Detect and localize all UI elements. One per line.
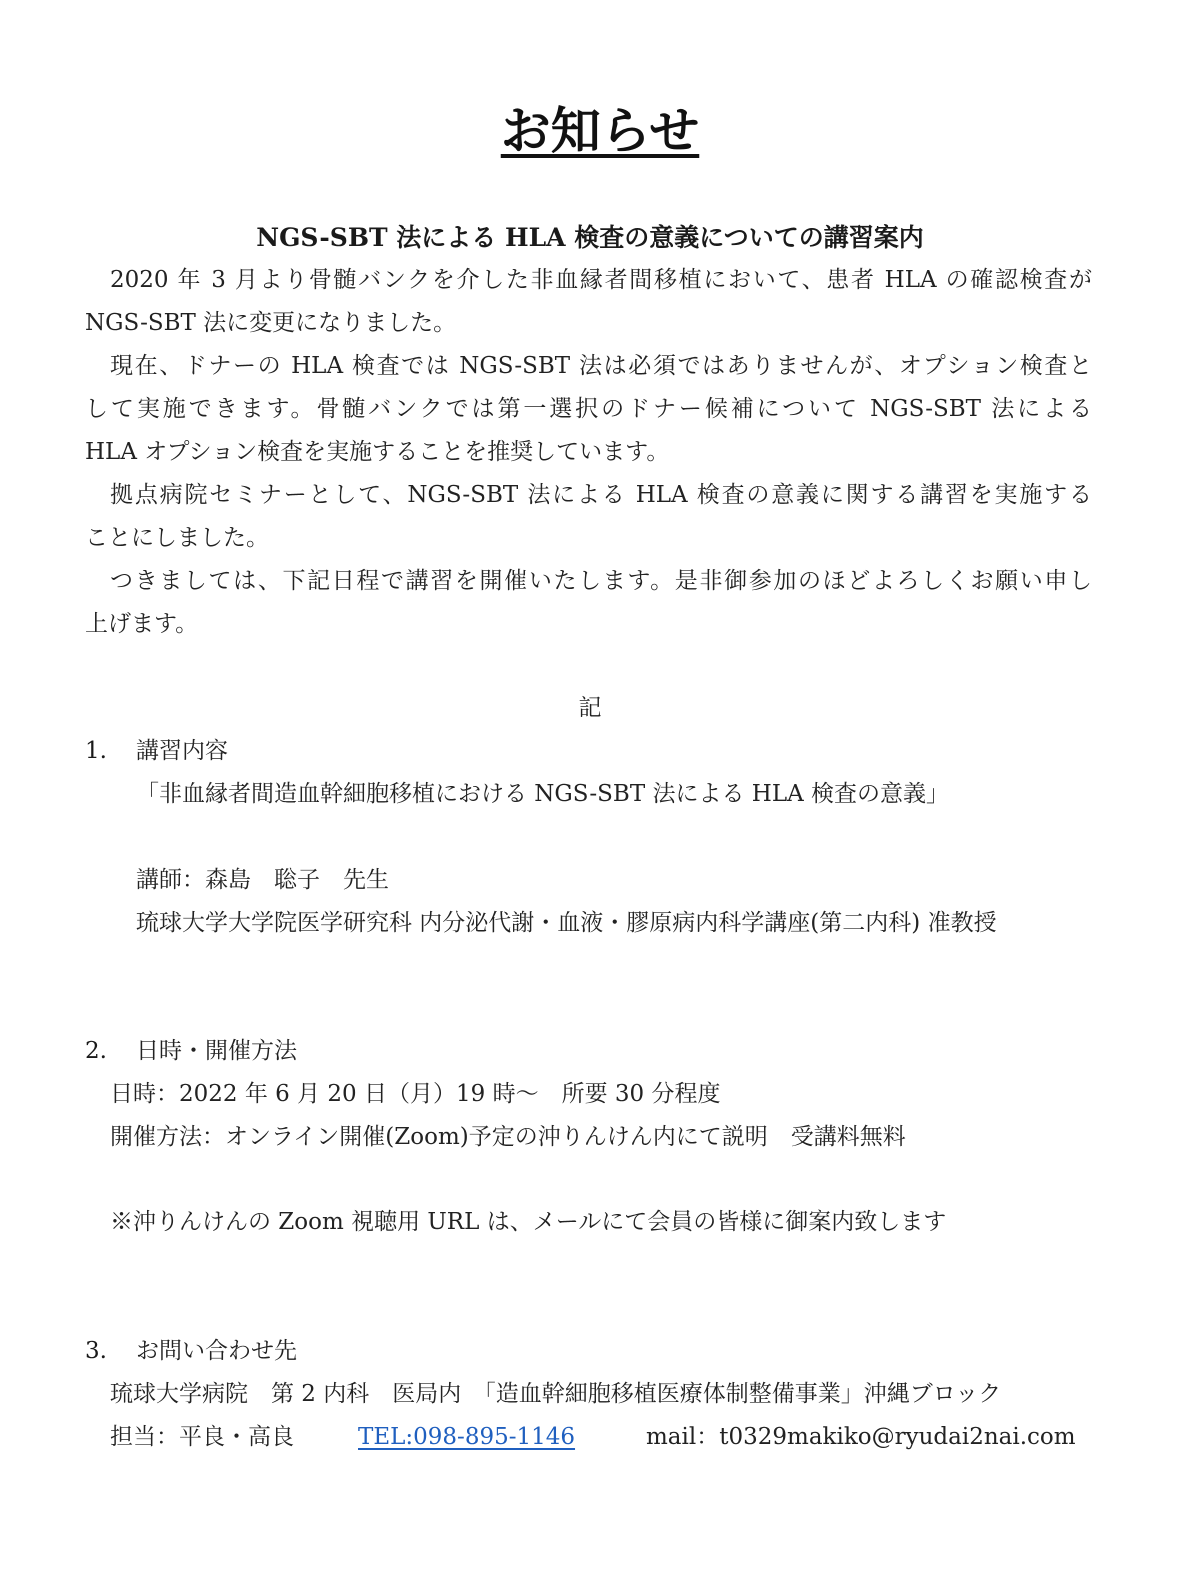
lecturer-name: 講師：森島 聡子 先生 xyxy=(136,867,389,893)
lecture-topic: 「非血縁者間造血幹細胞移植における NGS-SBT 法による HLA 検査の意義」 xyxy=(136,781,950,807)
paragraph-4-line-1: つきましては、下記日程で講習を開催いたします。是非御参加のほどよろしくお願い申し xyxy=(110,568,1092,594)
section-3-title: お問い合わせ先 xyxy=(136,1338,297,1364)
contact-email: mail：t0329makiko@ryudai2nai.com xyxy=(646,1424,1076,1450)
section-1-title: 講習内容 xyxy=(136,738,228,764)
paragraph-1-line-1: 2020 年 3 月より骨髄バンクを介した非血縁者間移植において、患者 HLA の確認検査が xyxy=(110,267,1092,293)
section-2-number: 2. xyxy=(85,1038,107,1064)
paragraph-2-line-1: 現在、ドナーの HLA 検査では NGS-SBT 法は必須ではありませんが、オプション検査と xyxy=(110,353,1092,379)
contact-organization: 琉球大学病院 第 2 内科 医局内 「造血幹細胞移植医療体制整備事業」沖縄ブロック xyxy=(110,1381,1002,1407)
paragraph-2-line-3: HLA オプション検査を実施することを推奨しています。 xyxy=(85,439,670,465)
page-title xyxy=(0,96,1200,166)
paragraph-3-line-2: ことにしました。 xyxy=(85,525,269,551)
event-datetime: 日時：2022 年 6 月 20 日（月）19 時～ 所要 30 分程度 xyxy=(110,1081,721,1107)
ki-marker: 記 xyxy=(578,695,602,721)
contact-persons: 担当：平良・高良 xyxy=(110,1424,294,1450)
paragraph-1-line-2: NGS-SBT 法に変更になりました。 xyxy=(85,310,457,336)
document-subtitle: NGS-SBT 法による HLA 検査の意義についての講習案内 xyxy=(256,223,924,252)
paragraph-3-line-1: 拠点病院セミナーとして、NGS-SBT 法による HLA 検査の意義に関する講習を実施する xyxy=(110,482,1092,508)
lecturer-affiliation: 琉球大学大学院医学研究科 内分泌代謝・血液・膠原病内科学講座(第二内科) 准教授 xyxy=(136,910,997,936)
tel-link[interactable]: TEL:098-895-1146 xyxy=(358,1424,576,1450)
event-method: 開催方法：オンライン開催(Zoom)予定の沖りんけん内にて説明 受講料無料 xyxy=(110,1124,906,1150)
zoom-url-note: ※沖りんけんの Zoom 視聴用 URL は、メールにて会員の皆様に御案内致します xyxy=(110,1209,947,1235)
section-1-number: 1. xyxy=(85,738,107,764)
paragraph-2-line-2: して実施できます。骨髄バンクでは第一選択のドナー候補について NGS-SBT 法による xyxy=(85,396,1092,422)
section-3-number: 3. xyxy=(85,1338,107,1364)
section-2-title: 日時・開催方法 xyxy=(136,1038,297,1064)
paragraph-4-line-2: 上げます。 xyxy=(85,611,199,637)
page-title-text: お知らせ xyxy=(500,102,700,160)
